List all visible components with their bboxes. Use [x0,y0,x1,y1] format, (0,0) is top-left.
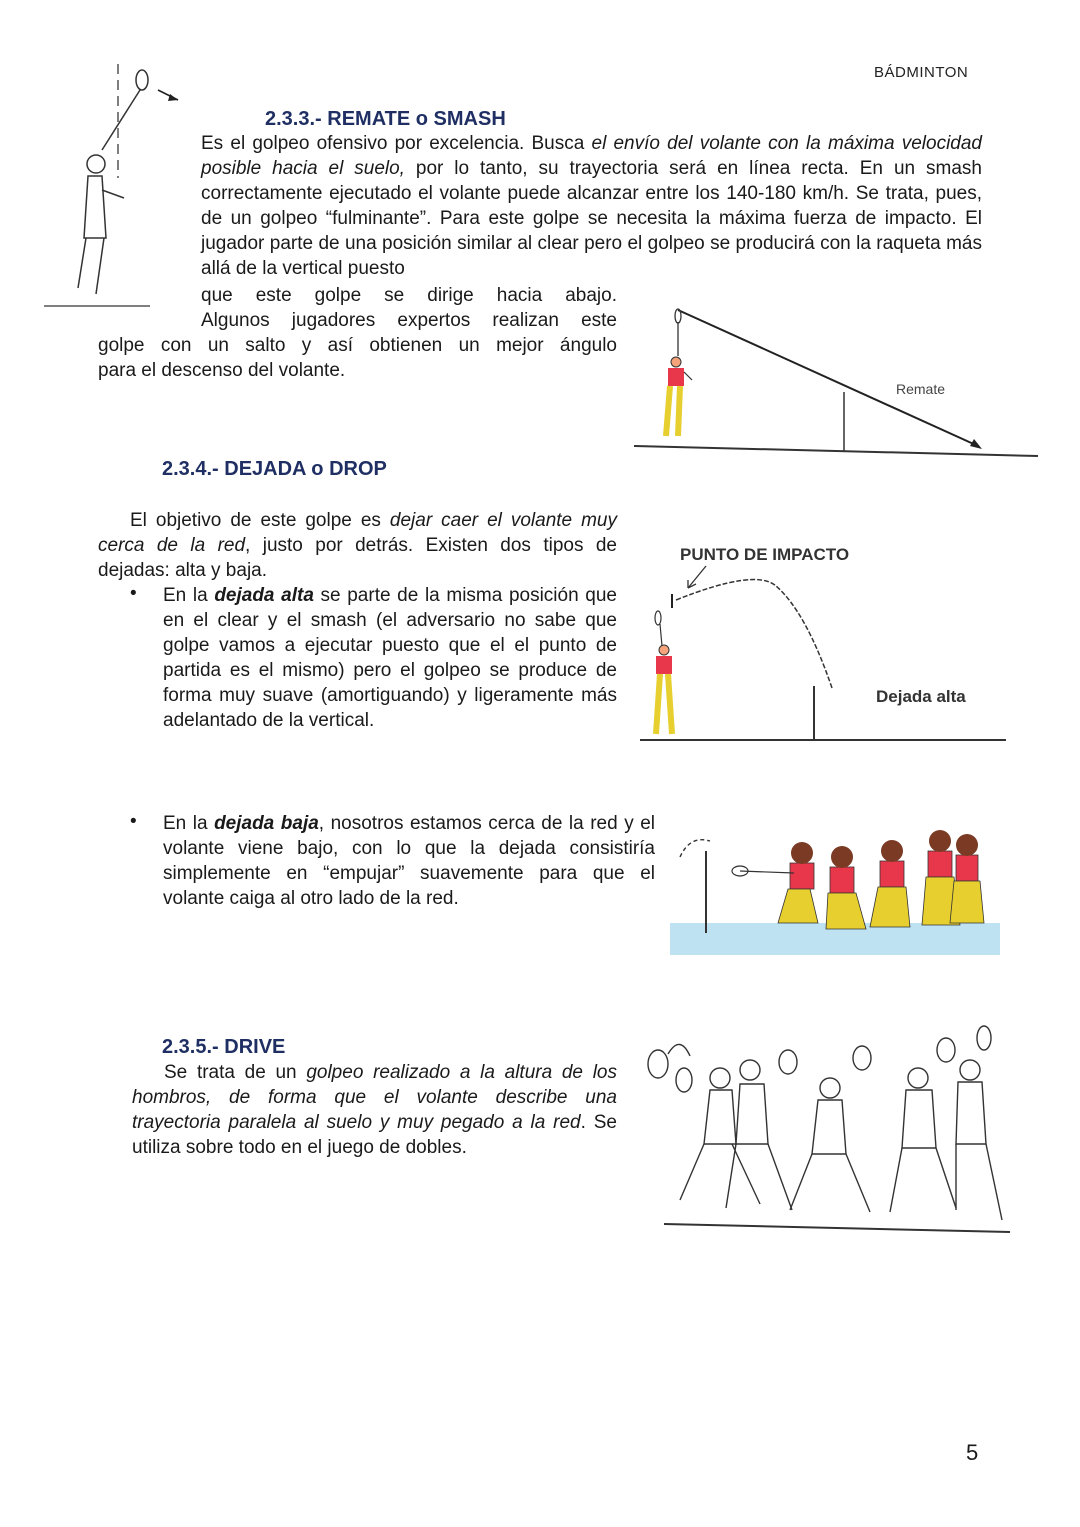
remate-line-2: Algunos jugadores expertos realizan este [201,310,617,331]
baja-b: , nosotros estamos cerca de la red y el volante viene bajo, con lo que la dejada consistiría simplemente en “empujar” suavemente para que el volante caiga al otro lado de la red. [163,813,655,909]
dejada-alta-label: Dejada alta [876,687,966,706]
drive-b: . Se utiliza sobre todo en el juego de dobles. [132,1112,617,1158]
dejada-intro [98,508,617,583]
remate-text-a: Es el golpeo ofensivo por excelencia. Busca [201,133,592,154]
remate-diagram [634,296,1044,466]
section-title-drive: 2.3.5.- DRIVE [162,1036,286,1058]
dejada-baja-illustration [670,805,1000,955]
impact-point-label: PUNTO DE IMPACTO [680,545,850,564]
remate-paragraph [201,131,982,281]
dejada-alta-diagram [636,538,1016,750]
remate-line-1: que este golpe se dirige hacia abajo. [201,285,617,306]
dejada-intro-a: El objetivo de este golpe es [130,510,390,531]
remate-line-3: golpe con un salto y así obtienen un mejor ángulo [98,335,617,356]
section-title-dejada: 2.3.4.- DEJADA o DROP [162,458,387,480]
dejada-baja-paragraph [163,811,655,911]
page-number: 5 [966,1440,979,1465]
baja-a: En la [163,813,215,834]
drive-paragraph [132,1060,617,1160]
remate-label: Remate [896,381,946,397]
bullet-dot: • [130,583,137,604]
alta-bold: dejada alta [214,585,314,606]
section-title-remate: 2.3.3.- REMATE o SMASH [265,108,506,130]
drive-a: Se trata de un [164,1062,307,1083]
dejada-alta-paragraph [163,583,617,733]
drive-illustration [640,1024,1020,1238]
bullet-dot: • [130,811,137,832]
remate-text-b: por lo tanto, su trayectoria será en línea recta. En un smash correctamente ejecutado el volante puede alcanzar entre los 140-180 km/h. Se trata, pues, de un golpeo “fulminante”. Para este golpe se necesita la máxima fuerza de impacto. El jugador parte de una posición similar al clear pero el golpeo se producirá con la raqueta más allá de la vertical puesto [201,158,982,279]
alta-b: se parte de la misma posición que en el clear y el smash (el adversario no sabe que golpe vamos a ejecutar puesto que el el punto de partida es el mismo) pero el golpeo se produce de forma muy suave (amortiguando) y ligeramente más adelantado de la vertical. [163,585,617,731]
remate-line-4: para el descenso del volante. [98,360,346,381]
alta-a: En la [163,585,215,606]
remate-continuation [201,283,617,333]
dejada-intro-b: , justo por detrás. Existen dos tipos de dejadas: alta y baja. [98,535,617,581]
remate-text-italic: el envío del volante con la máxima velocidad posible hacia el suelo, [201,133,982,179]
drive-italic: golpeo realizado a la altura de los hombros, de forma que el volante describe una trayectoria paralela al suelo y muy pegado a la red [132,1062,617,1133]
running-header: BÁDMINTON [874,64,969,81]
dejada-intro-italic: dejar caer el volante muy cerca de la red [98,510,617,556]
baja-bold: dejada baja [214,813,319,834]
smash-player-illustration [40,58,180,314]
remate-continuation-2 [98,333,617,383]
